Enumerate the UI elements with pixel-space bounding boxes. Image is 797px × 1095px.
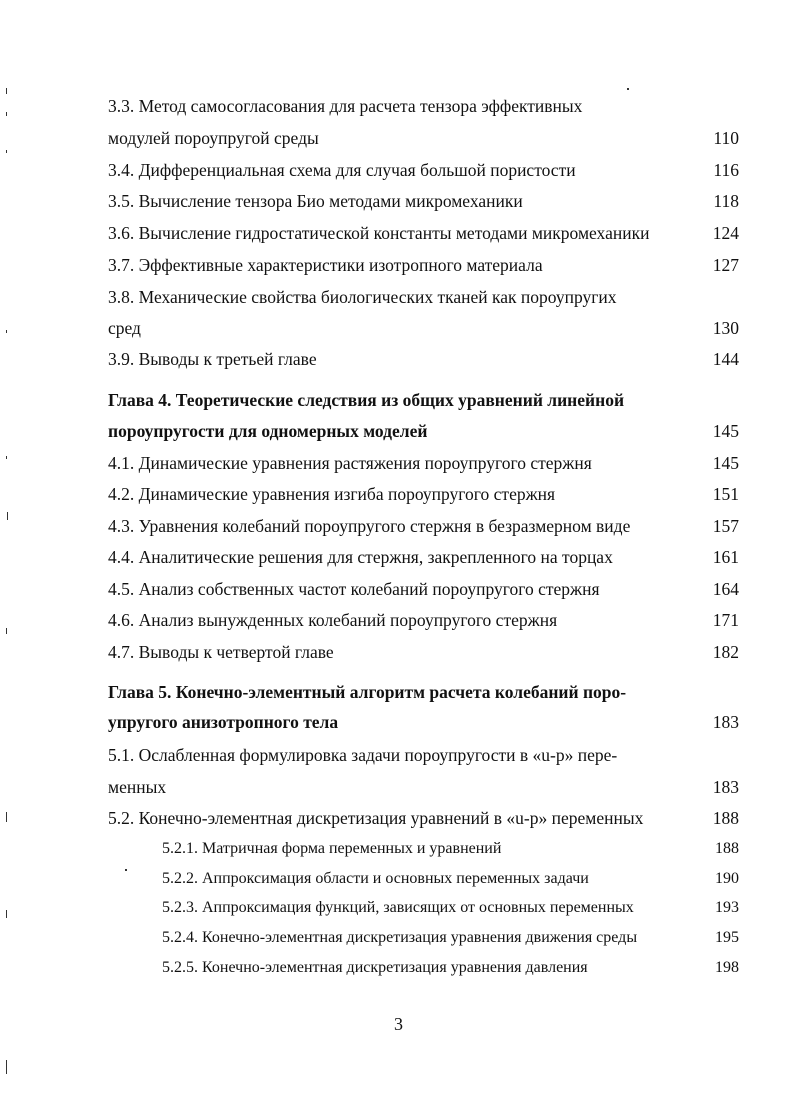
toc-entry-5-2-5: 5.2.5. Конечно-элементная дискретизация уравнения давления (162, 959, 588, 976)
toc-entry-3-8-line2: сред (108, 318, 141, 338)
scan-speck (6, 910, 7, 918)
toc-entry-4-5: 4.5. Анализ собственных частот колебаний пороупругого стержня (108, 579, 600, 599)
toc-chapter-4-line2: пороупругости для одномерных моделей (108, 421, 428, 441)
toc-page-5-2: 188 (712, 808, 739, 828)
scan-speck (6, 628, 7, 634)
toc-entry-3-3-line2: модулей пороупругой среды (108, 128, 319, 148)
toc-entry-4-3: 4.3. Уравнения колебаний пороупругого стержня в безразмерном виде (108, 516, 631, 536)
toc-entry-5-1-line2: менных (108, 777, 167, 797)
toc-page-3-4: 116 (713, 160, 739, 180)
toc-page-4-5: 164 (712, 579, 739, 599)
toc-entry-4-4: 4.4. Аналитические решения для стержня, закрепленного на торцах (108, 547, 613, 567)
scan-speck (627, 88, 629, 90)
toc-page-chapter-4: 145 (712, 421, 739, 441)
toc-entry-4-7: 4.7. Выводы к четвертой главе (108, 642, 334, 662)
toc-page-4-7: 182 (712, 642, 739, 662)
toc-page-3-6: 124 (712, 223, 739, 243)
toc-entry-5-2: 5.2. Конечно-элементная дискретизация уравнений в «u-p» переменных (108, 808, 644, 828)
toc-entry-5-2-3: 5.2.3. Аппроксимация функций, зависящих от основных переменных (162, 899, 634, 916)
toc-page-4-1: 145 (712, 453, 739, 473)
scan-speck (125, 869, 127, 871)
toc-page-5-2-2: 190 (715, 870, 739, 887)
toc-page-4-6: 171 (712, 610, 739, 630)
toc-page-5-2-4: 195 (715, 929, 739, 946)
scan-speck (6, 88, 7, 94)
scan-speck (6, 112, 7, 116)
scan-speck (6, 1060, 7, 1074)
toc-page-3-3: 110 (713, 128, 739, 148)
toc-entry-5-2-1: 5.2.1. Матричная форма переменных и уравнений (162, 840, 502, 857)
toc-entry-5-2-2: 5.2.2. Аппроксимация области и основных переменных задачи (162, 870, 589, 887)
toc-entry-3-8-line1: 3.8. Механические свойства биологических тканей как пороупругих (108, 287, 617, 307)
toc-page-5-2-1: 188 (715, 840, 739, 857)
scan-speck (6, 330, 7, 333)
toc-entry-3-5: 3.5. Вычисление тензора Био методами микромеханики (108, 191, 523, 211)
toc-page-5-2-5: 198 (715, 959, 739, 976)
toc-entry-3-3-line1: 3.3. Метод самосогласования для расчета тензора эффективных (108, 96, 583, 116)
scan-speck (7, 512, 8, 520)
toc-entry-3-6: 3.6. Вычисление гидростатической константы методами микромеханики (108, 223, 650, 243)
toc-page-3-7: 127 (712, 255, 739, 275)
toc-page-4-4: 161 (712, 547, 739, 567)
toc-entry-4-2: 4.2. Динамические уравнения изгиба пороупругого стержня (108, 484, 556, 504)
toc-chapter-5-line2: упругого анизотропного тела (108, 712, 339, 732)
toc-entry-3-4: 3.4. Дифференциальная схема для случая большой пористости (108, 160, 576, 180)
toc-entry-4-1: 4.1. Динамические уравнения растяжения пороупругого стержня (108, 453, 592, 473)
toc-chapter-5-line1: Глава 5. Конечно-элементный алгоритм расчета колебаний поро- (108, 682, 627, 702)
toc-page-4-3: 157 (712, 516, 739, 536)
page-number: 3 (394, 1014, 403, 1034)
toc-entry-5-2-4: 5.2.4. Конечно-элементная дискретизация уравнения движения среды (162, 929, 638, 946)
toc-page-5-1: 183 (712, 777, 739, 797)
toc-chapter-4-line1: Глава 4. Теоретические следствия из общих уравнений линейной (108, 390, 625, 410)
toc-page-5-2-3: 193 (715, 899, 739, 916)
toc-entry-5-1-line1: 5.1. Ослабленная формулировка задачи пороупругости в «u-p» пере- (108, 745, 618, 765)
toc-entry-3-9: 3.9. Выводы к третьей главе (108, 349, 317, 369)
toc-page-4-2: 151 (712, 484, 739, 504)
toc-page-3-8: 130 (712, 318, 739, 338)
scan-speck (6, 456, 7, 459)
scan-speck (6, 812, 7, 822)
toc-entry-3-7: 3.7. Эффективные характеристики изотропного материала (108, 255, 543, 275)
scan-speck (6, 150, 7, 153)
toc-entry-4-6: 4.6. Анализ вынужденных колебаний пороупругого стержня (108, 610, 558, 630)
toc-page-chapter-5: 183 (712, 712, 739, 732)
toc-page-3-5: 118 (713, 191, 739, 211)
toc-page-3-9: 144 (712, 349, 739, 369)
